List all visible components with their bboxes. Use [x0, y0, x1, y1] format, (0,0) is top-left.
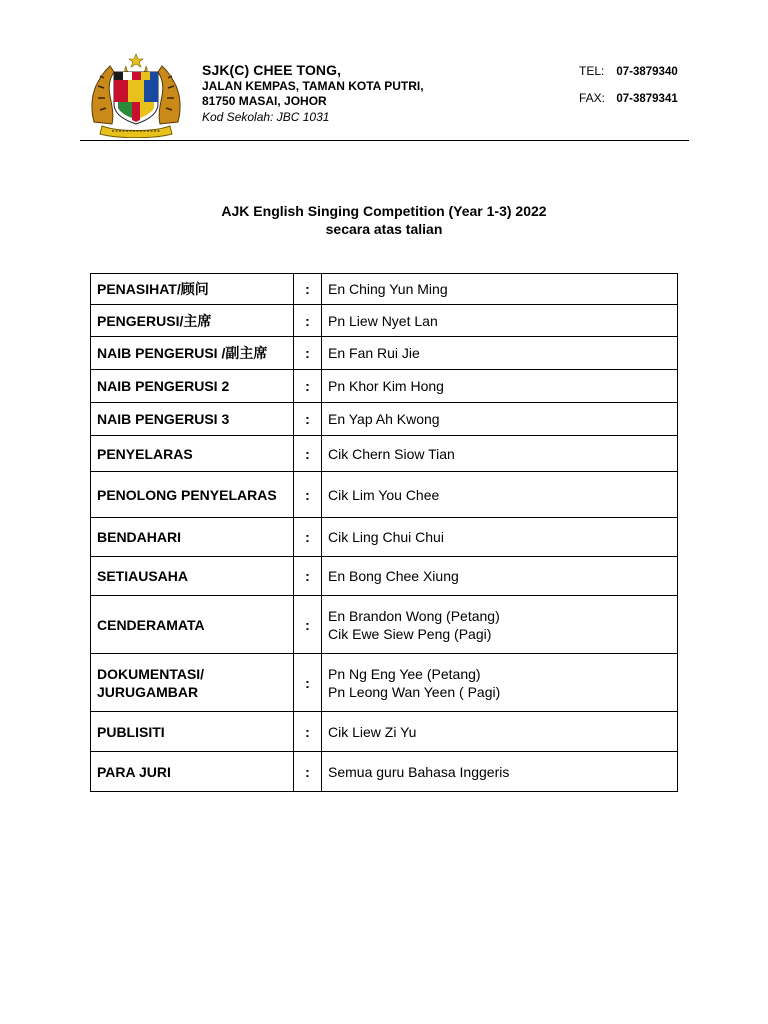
role-cell: PENOLONG PENYELARAS [91, 472, 294, 518]
school-address-line2: 81750 MASAI, JOHOR [202, 94, 327, 108]
member-name: En Bong Chee Xiung [328, 568, 459, 584]
member-name: Pn Leong Wan Yeen ( Pagi) [328, 683, 501, 700]
colon-cell: : [294, 752, 322, 792]
fax-label: FAX: [579, 91, 606, 105]
role-cell: PENASIHAT/顾问 [91, 274, 294, 305]
name-cell [322, 596, 678, 654]
school-info [202, 61, 424, 125]
name-cell [322, 370, 678, 403]
member-name: Semua guru Bahasa Inggeris [328, 763, 510, 780]
document-title: AJK English Singing Competition (Year 1-3) 2022 [221, 203, 547, 219]
role-cell: BENDAHARI [91, 518, 294, 557]
colon-cell: : [294, 305, 322, 337]
fax [579, 91, 678, 106]
table-row [91, 472, 678, 518]
member-name: Cik Chern Siow Tian [328, 445, 455, 462]
member-name: Pn Liew Nyet Lan [328, 312, 438, 329]
name-cell [322, 337, 678, 370]
colon-cell: : [294, 557, 322, 596]
school-address-line1: JALAN KEMPAS, TAMAN KOTA PUTRI, [202, 79, 424, 93]
member-name: Pn Khor Kim Hong [328, 378, 444, 394]
member-name: Cik Ewe Siew Peng (Pagi) [328, 625, 492, 642]
role-cell: SETIAUSAHA [91, 557, 294, 596]
colon-cell: : [294, 436, 322, 472]
table-row [91, 436, 678, 472]
name-cell [322, 752, 678, 792]
role-cell: PENYELARAS [91, 436, 294, 472]
member-name: Cik Ling Chui Chui [328, 529, 444, 545]
table-row [91, 337, 678, 370]
name-cell [322, 654, 678, 712]
document-subtitle: secara atas talian [325, 221, 443, 237]
member-name: Cik Liew Zi Yu [328, 723, 417, 740]
colon-cell: : [294, 403, 322, 436]
colon-cell: : [294, 370, 322, 403]
colon-cell: : [294, 654, 322, 712]
member-name: En Fan Rui Jie [328, 345, 420, 361]
table-row [91, 305, 678, 337]
table-row [91, 403, 678, 436]
colon-cell: : [294, 518, 322, 557]
colon-cell: : [294, 337, 322, 370]
table-row [91, 370, 678, 403]
name-cell [322, 518, 678, 557]
table-row [91, 654, 678, 712]
role-cell: DOKUMENTASI/ JURUGAMBAR [91, 654, 294, 712]
role-cell: NAIB PENGERUSI 3 [91, 403, 294, 436]
committee-table [90, 273, 678, 792]
school-code: Kod Sekolah: JBC 1031 [202, 110, 330, 124]
header-divider [80, 140, 689, 141]
table-row [91, 274, 678, 305]
table-row [91, 518, 678, 557]
role-cell: PENGERUSI/主席 [91, 305, 294, 337]
colon-cell: : [294, 472, 322, 518]
name-cell [322, 712, 678, 752]
member-name: En Brandon Wong (Petang) [328, 607, 500, 624]
role-cell: PARA JURI [91, 752, 294, 792]
malaysia-coat-of-arms-logo [88, 52, 184, 138]
name-cell [322, 305, 678, 337]
table-row [91, 712, 678, 752]
school-name: SJK(C) CHEE TONG, [202, 62, 342, 78]
table-row [91, 557, 678, 596]
role-cell: CENDERAMATA [91, 596, 294, 654]
colon-cell: : [294, 274, 322, 305]
role-cell: NAIB PENGERUSI /副主席 [91, 337, 294, 370]
name-cell [322, 403, 678, 436]
colon-cell: : [294, 712, 322, 752]
role-cell: NAIB PENGERUSI 2 [91, 370, 294, 403]
member-name: Cik Lim You Chee [328, 486, 440, 503]
table-row [91, 596, 678, 654]
name-cell [322, 274, 678, 305]
tel-value: 07-3879340 [616, 66, 678, 78]
telephone [579, 64, 678, 79]
tel-label: TEL: [579, 64, 605, 78]
name-cell [322, 436, 678, 472]
name-cell [322, 557, 678, 596]
role-cell: PUBLISITI [91, 712, 294, 752]
table-row [91, 752, 678, 792]
colon-cell: : [294, 596, 322, 654]
member-name: Pn Ng Eng Yee (Petang) [328, 665, 481, 682]
member-name: En Yap Ah Kwong [328, 411, 440, 427]
member-name: En Ching Yun Ming [328, 281, 448, 297]
fax-value: 07-3879341 [616, 93, 678, 105]
name-cell [322, 472, 678, 518]
